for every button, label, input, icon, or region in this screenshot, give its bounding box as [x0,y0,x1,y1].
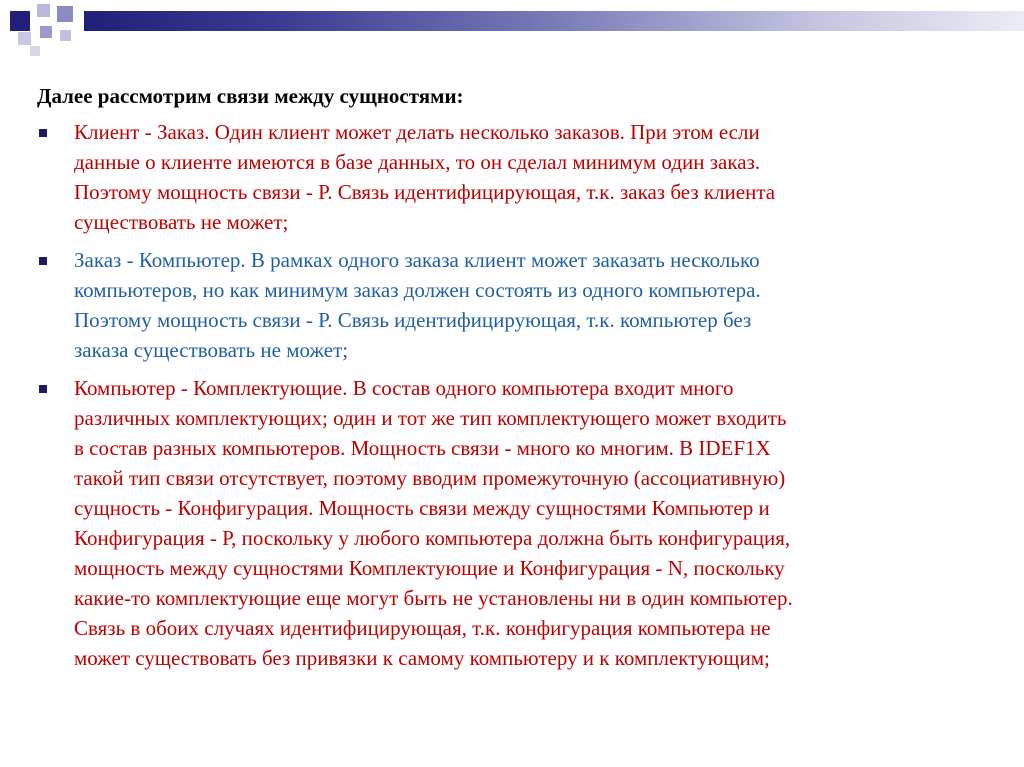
bullet-line: может существовать без привязки к самому компьютеру и к комплектующим; [74,646,770,670]
bullet-line: такой тип связи отсутствует, поэтому вводим промежуточную (ассоциативную) [74,466,786,490]
bullet-line: Заказ - Компьютер. В рамках одного заказа клиент может заказать несколько [74,248,760,272]
bullet-item-order-computer [37,245,997,365]
deco-square-light [30,46,40,56]
bullet-line: заказа существовать не может; [74,338,349,362]
bullet-line: Поэтому мощность связи - Р. Связь идентифицирующая, т.к. компьютер без [74,308,752,332]
deco-square-light [18,32,31,45]
bullet-line: компьютеров, но как минимум заказ должен состоять из одного компьютера. [74,278,761,302]
square-bullet-icon [39,385,47,393]
bullet-line: существовать не может; [74,210,289,234]
title-gradient-bar [84,11,1024,31]
deco-square-mid [40,26,52,38]
bullet-list [37,117,997,681]
bullet-line: данные о клиенте имеются в базе данных, то он сделал минимум один заказ. [74,150,761,174]
bullet-line: Конфигурация - Р, поскольку у любого компьютера должна быть конфигурация, [74,526,791,550]
deco-square-light [37,4,50,17]
bullet-line: Клиент - Заказ. Один клиент может делать несколько заказов. При этом если [74,120,760,144]
bullet-line: какие-то комплектующие еще могут быть не установлены ни в один компьютер. [74,586,793,610]
deco-square-light [60,30,71,41]
bullet-item-client-order [37,117,997,237]
slide-heading: Далее рассмотрим связи между сущностями: [37,84,464,108]
bullet-line: Компьютер - Комплектующие. В состав одного компьютера входит много [74,376,734,400]
deco-square-dark [10,11,30,31]
bullet-item-computer-components [37,373,997,673]
bullet-line: Поэтому мощность связи - Р. Связь идентифицирующая, т.к. заказ без клиента [74,180,776,204]
square-bullet-icon [39,129,47,137]
bullet-line: сущность - Конфигурация. Мощность связи между сущностями Компьютер и [74,496,770,520]
title-decoration [0,0,1024,60]
square-bullet-icon [39,257,47,265]
deco-square-mid [57,6,73,22]
bullet-line: в состав разных компьютеров. Мощность связи - много ко многим. В IDEF1X [74,436,771,460]
bullet-line: мощность между сущностями Комплектующие и Конфигурация - N, поскольку [74,556,785,580]
bullet-line: Связь в обоих случаях идентифицирующая, т.к. конфигурация компьютера не [74,616,771,640]
bullet-line: различных комплектующих; один и тот же тип комплектующего может входить [74,406,787,430]
